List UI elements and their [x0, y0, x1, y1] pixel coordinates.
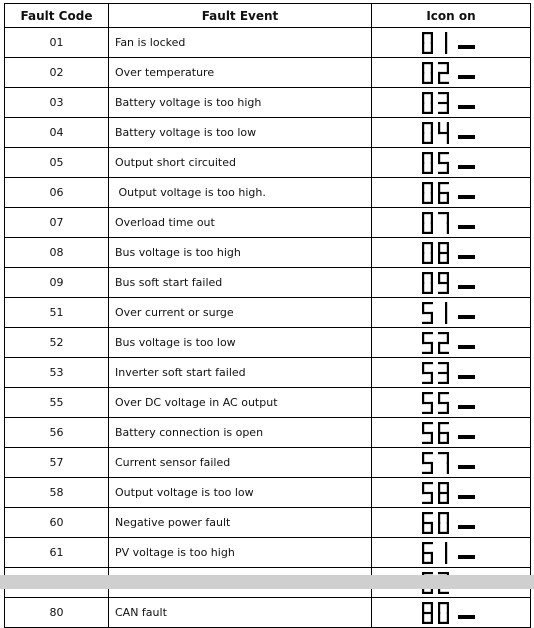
table-row [5, 448, 531, 478]
fault-event-cell: Over temperature [109, 58, 372, 88]
icon-on-cell [372, 118, 531, 148]
fault-code-cell: 56 [5, 418, 109, 448]
fault-event-cell: Output short circuited [109, 148, 372, 178]
icon-on-cell [372, 508, 531, 538]
table-row [5, 148, 531, 178]
fault-code-cell: 07 [5, 208, 109, 238]
fault-event-cell: Overload time out [109, 208, 372, 238]
icon-on-cell [372, 328, 531, 358]
lcd-fault-icon [422, 422, 480, 444]
fault-code-cell: 02 [5, 58, 109, 88]
lcd-fault-icon [422, 512, 480, 534]
fault-code-cell: 06 [5, 178, 109, 208]
fault-code-cell: 52 [5, 328, 109, 358]
lcd-fault-icon [422, 362, 480, 384]
lcd-fault-icon [422, 152, 480, 174]
icon-on-cell [372, 538, 531, 568]
icon-on-cell [372, 448, 531, 478]
fault-event-cell: Inverter soft start failed [109, 358, 372, 388]
lcd-fault-icon [422, 542, 480, 564]
icon-on-cell [372, 598, 531, 628]
fault-code-cell: 61 [5, 538, 109, 568]
lcd-fault-icon [422, 302, 480, 324]
fault-code-cell: 05 [5, 148, 109, 178]
fault-code-cell: 01 [5, 28, 109, 58]
icon-on-cell [372, 88, 531, 118]
table-row [5, 208, 531, 238]
lcd-fault-icon [422, 92, 480, 114]
fault-event-cell: Fan is locked [109, 28, 372, 58]
fault-event-cell: Output voltage is too low [109, 478, 372, 508]
lcd-fault-icon [422, 242, 480, 264]
fault-event-cell: Battery voltage is too high [109, 88, 372, 118]
icon-on-cell [372, 478, 531, 508]
header-icon-on: Icon on [372, 4, 531, 28]
fault-code-cell: 09 [5, 268, 109, 298]
table-row [5, 508, 531, 538]
icon-on-cell [372, 358, 531, 388]
lcd-fault-icon [422, 122, 480, 144]
fault-code-cell: 03 [5, 88, 109, 118]
table-row [5, 358, 531, 388]
fault-event-cell: PV voltage is too high [109, 538, 372, 568]
table-row [5, 328, 531, 358]
icon-on-cell [372, 238, 531, 268]
fault-event-cell: Battery connection is open [109, 418, 372, 448]
table-row [5, 418, 531, 448]
fault-code-cell: 60 [5, 508, 109, 538]
icon-on-cell [372, 58, 531, 88]
table-row [5, 388, 531, 418]
fault-event-cell: Current sensor failed [109, 448, 372, 478]
icon-on-cell [372, 298, 531, 328]
lcd-fault-icon [422, 272, 480, 294]
fault-code-cell: 51 [5, 298, 109, 328]
icon-on-cell [372, 418, 531, 448]
icon-on-cell [372, 178, 531, 208]
table-row [5, 28, 531, 58]
table-row [5, 118, 531, 148]
fault-code-cell: 57 [5, 448, 109, 478]
icon-on-cell [372, 148, 531, 178]
lcd-fault-icon [422, 32, 480, 54]
fault-code-cell: 55 [5, 388, 109, 418]
table-row [5, 538, 531, 568]
fault-event-cell: CAN fault [109, 598, 372, 628]
lcd-fault-icon [422, 602, 480, 624]
fault-event-cell: Bus voltage is too high [109, 238, 372, 268]
fault-event-cell: Over current or surge [109, 298, 372, 328]
lcd-fault-icon [422, 212, 480, 234]
table-header-row [5, 4, 531, 28]
header-fault-event: Fault Event [109, 4, 372, 28]
fault-code-cell: 58 [5, 478, 109, 508]
fault-code-cell: 80 [5, 598, 109, 628]
fault-event-cell: Over DC voltage in AC output [109, 388, 372, 418]
table-row [5, 598, 531, 628]
icon-on-cell [372, 28, 531, 58]
lcd-fault-icon [422, 482, 480, 504]
footer-bar [0, 575, 534, 589]
header-fault-code: Fault Code [5, 4, 109, 28]
lcd-fault-icon [422, 452, 480, 474]
lcd-fault-icon [422, 392, 480, 414]
table-row [5, 178, 531, 208]
icon-on-cell [372, 268, 531, 298]
icon-on-cell [372, 388, 531, 418]
fault-event-cell: Bus soft start failed [109, 268, 372, 298]
table-row [5, 298, 531, 328]
table-row [5, 238, 531, 268]
table-row [5, 88, 531, 118]
fault-code-cell: 04 [5, 118, 109, 148]
icon-on-cell [372, 208, 531, 238]
fault-code-cell: 08 [5, 238, 109, 268]
fault-code-cell: 53 [5, 358, 109, 388]
lcd-fault-icon [422, 332, 480, 354]
fault-event-cell: Negative power fault [109, 508, 372, 538]
fault-event-cell: Battery voltage is too low [109, 118, 372, 148]
lcd-fault-icon [422, 62, 480, 84]
fault-event-cell: Output voltage is too high. [109, 178, 372, 208]
fault-event-cell: Bus voltage is too low [109, 328, 372, 358]
fault-code-table [4, 3, 531, 628]
lcd-fault-icon [422, 182, 480, 204]
table-row [5, 58, 531, 88]
table-row [5, 478, 531, 508]
table-row [5, 268, 531, 298]
